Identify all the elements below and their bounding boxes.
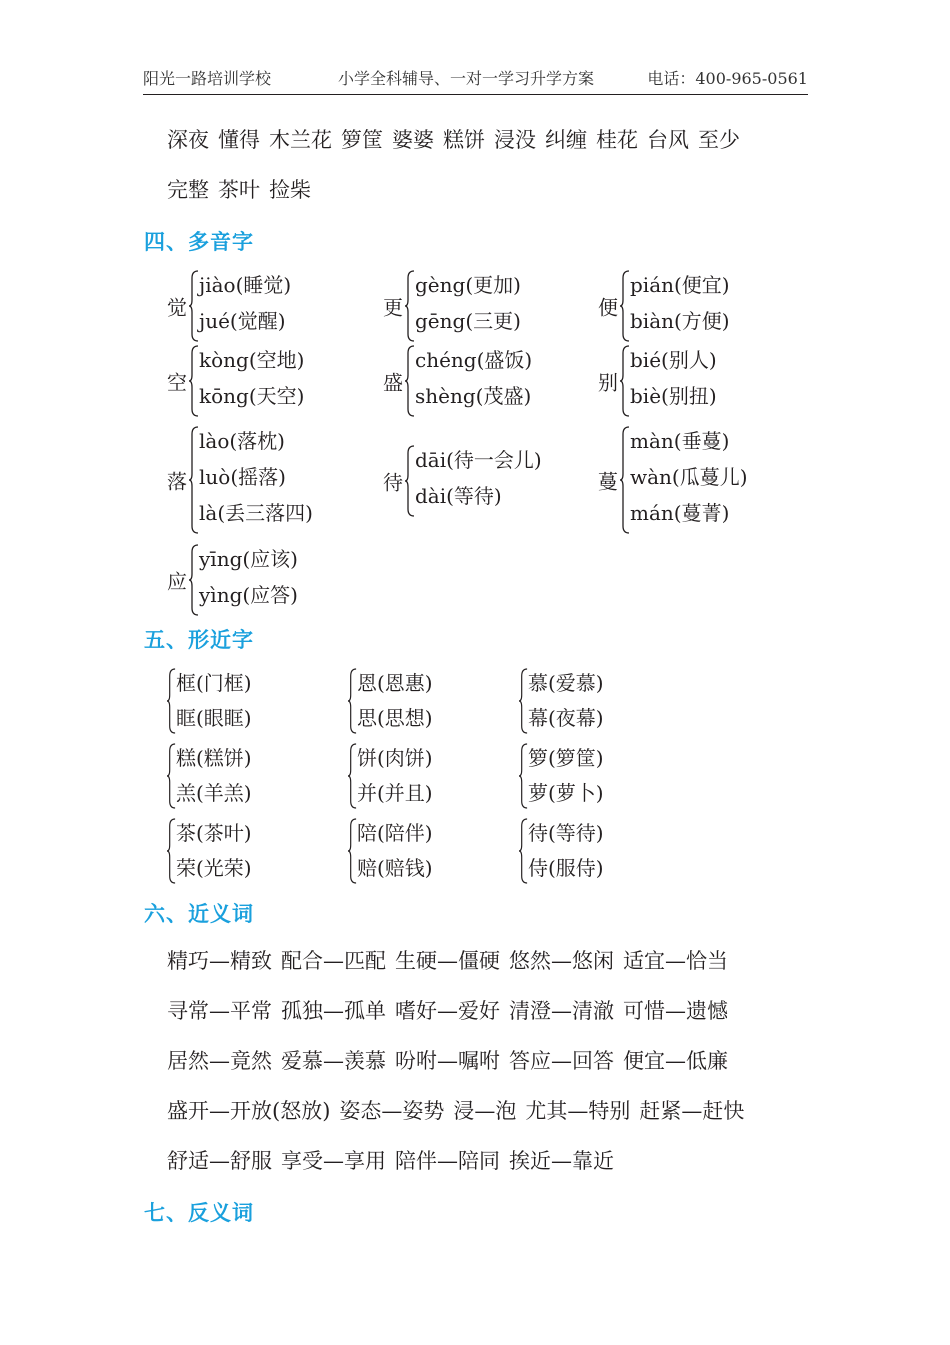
synonym-pair: 精巧—精致 xyxy=(167,949,272,973)
polyphone-reading: luò(摇落) xyxy=(199,465,286,489)
similar-char: 荣(光荣) xyxy=(176,856,252,880)
word: 至少 xyxy=(698,128,740,152)
polyphone-char: 便 xyxy=(598,295,618,320)
synonym-pair: 挨近—靠近 xyxy=(509,1149,614,1173)
similar-char: 侍(服侍) xyxy=(528,856,604,880)
brace-icon xyxy=(519,743,528,809)
similar-char: 羔(羊羔) xyxy=(176,781,252,805)
polyphone-char: 应 xyxy=(167,569,187,594)
synonym-pair: 清澄—清澈 xyxy=(509,999,614,1023)
word: 台风 xyxy=(647,128,689,152)
brace-icon xyxy=(167,743,176,809)
word: 完整 xyxy=(167,178,209,202)
brace-icon xyxy=(620,270,630,342)
brace-icon xyxy=(189,345,199,417)
polyphone-reading: kòng(空地) xyxy=(199,348,305,372)
brace-icon xyxy=(348,743,357,809)
similar-char: 茶(茶叶) xyxy=(176,821,252,845)
section-heading-polyphones: 四、多音字 xyxy=(144,230,254,254)
word-row-2 xyxy=(167,175,320,205)
synonym-pair: 享受—享用 xyxy=(281,1149,386,1173)
word: 懂得 xyxy=(218,128,260,152)
brace-icon xyxy=(348,668,357,734)
similar-char: 陪(陪伴) xyxy=(357,821,433,845)
section-heading-synonyms: 六、近义词 xyxy=(144,902,254,926)
polyphone-char: 落 xyxy=(167,469,187,494)
brace-icon xyxy=(405,445,415,517)
polyphone-reading: mán(蔓菁) xyxy=(630,501,730,525)
section-heading-similar-chars: 五、形近字 xyxy=(144,628,254,652)
brace-icon xyxy=(189,426,199,534)
synonym-pair: 浸—泡 xyxy=(453,1099,517,1123)
polyphone-reading: gēng(三更) xyxy=(415,309,521,333)
word: 纠缠 xyxy=(545,128,587,152)
synonym-pair: 孤独—孤单 xyxy=(281,999,386,1023)
polyphone-reading: yīng(应该) xyxy=(199,547,298,571)
similar-char: 慕(爱慕) xyxy=(528,671,604,695)
brace-icon xyxy=(519,818,528,884)
brace-icon xyxy=(189,544,199,616)
synonym-row xyxy=(167,1046,737,1076)
synonym-pair: 嗜好—爱好 xyxy=(395,999,500,1023)
polyphone-reading: dài(等待) xyxy=(415,484,502,508)
brace-icon xyxy=(167,818,176,884)
polyphone-reading: kōng(天空) xyxy=(199,384,305,408)
similar-char: 待(等待) xyxy=(528,821,604,845)
word: 浸没 xyxy=(494,128,536,152)
word-row-1 xyxy=(167,125,749,155)
synonym-pair: 适宜—恰当 xyxy=(623,949,728,973)
similar-char: 赔(赔钱) xyxy=(357,856,433,880)
synonym-pair: 姿态—姿势 xyxy=(339,1099,445,1123)
section-heading-antonyms: 七、反义词 xyxy=(144,1201,254,1225)
synonym-row xyxy=(167,1146,623,1176)
brace-icon xyxy=(405,270,415,342)
word: 深夜 xyxy=(167,128,209,152)
polyphone-reading: lào(落枕) xyxy=(199,429,285,453)
brace-icon xyxy=(620,426,630,534)
polyphone-char: 觉 xyxy=(167,295,187,320)
polyphone-reading: jué(觉醒) xyxy=(199,309,286,333)
polyphone-reading: shèng(茂盛) xyxy=(415,384,532,408)
word: 糕饼 xyxy=(443,128,485,152)
word: 桂花 xyxy=(596,128,638,152)
brace-icon xyxy=(167,668,176,734)
polyphone-reading: jiào(睡觉) xyxy=(199,273,292,297)
synonym-pair: 盛开—开放(怒放) xyxy=(167,1099,331,1123)
synonym-row xyxy=(167,1096,753,1126)
word: 婆婆 xyxy=(392,128,434,152)
synonym-row xyxy=(167,996,737,1026)
polyphone-char: 蔓 xyxy=(598,469,618,494)
polyphone-reading: biè(别扭) xyxy=(630,384,717,408)
polyphone-reading: gèng(更加) xyxy=(415,273,521,297)
synonym-pair: 居然—竟然 xyxy=(167,1049,272,1073)
similar-char: 糕(糕饼) xyxy=(176,746,252,770)
brace-icon xyxy=(519,668,528,734)
synonym-pair: 配合—匹配 xyxy=(281,949,386,973)
similar-char: 眶(眼眶) xyxy=(176,706,252,730)
polyphone-reading: chéng(盛饭) xyxy=(415,348,533,372)
brace-icon xyxy=(620,345,630,417)
word: 木兰花 xyxy=(269,128,332,152)
polyphone-reading: wàn(瓜蔓儿) xyxy=(630,465,748,489)
synonym-pair: 便宜—低廉 xyxy=(623,1049,728,1073)
brace-icon xyxy=(348,818,357,884)
synonym-pair: 赶紧—赶快 xyxy=(639,1099,745,1123)
polyphone-reading: dāi(待一会儿) xyxy=(415,448,542,472)
synonym-pair: 答应—回答 xyxy=(509,1049,614,1073)
header-phone: 电话：400-965-0561 xyxy=(647,69,808,88)
similar-char: 并(并且) xyxy=(357,781,433,805)
brace-icon xyxy=(189,270,199,342)
polyphone-reading: là(丢三落四) xyxy=(199,501,313,525)
word: 茶叶 xyxy=(218,178,260,202)
similar-char: 饼(肉饼) xyxy=(357,746,433,770)
synonym-pair: 尤其—特别 xyxy=(525,1099,631,1123)
similar-char: 箩(箩筐) xyxy=(528,746,604,770)
synonym-pair: 可惜—遗憾 xyxy=(623,999,728,1023)
synonym-row xyxy=(167,946,737,976)
synonym-pair: 陪伴—陪同 xyxy=(395,1149,500,1173)
polyphone-char: 空 xyxy=(167,370,187,395)
synonym-pair: 吩咐—嘱咐 xyxy=(395,1049,500,1073)
synonym-pair: 生硬—僵硬 xyxy=(395,949,500,973)
synonym-pair: 悠然—悠闲 xyxy=(509,949,614,973)
synonym-pair: 爱慕—羡慕 xyxy=(281,1049,386,1073)
polyphone-reading: yìng(应答) xyxy=(199,583,298,607)
similar-char: 恩(恩惠) xyxy=(357,671,433,695)
polyphone-reading: màn(垂蔓) xyxy=(630,429,730,453)
header-slogan: 小学全科辅导、一对一学习升学方案 xyxy=(338,69,595,88)
polyphone-reading: biàn(方便) xyxy=(630,309,730,333)
polyphone-char: 待 xyxy=(383,470,403,495)
similar-char: 萝(萝卜) xyxy=(528,781,604,805)
polyphone-char: 更 xyxy=(383,295,403,320)
synonym-pair: 舒适—舒服 xyxy=(167,1149,272,1173)
polyphone-char: 盛 xyxy=(383,370,403,395)
polyphone-reading: pián(便宜) xyxy=(630,273,730,297)
page-header xyxy=(143,66,808,95)
school-name: 阳光一路培训学校 xyxy=(143,69,272,88)
word: 箩筐 xyxy=(341,128,383,152)
synonym-pair: 寻常—平常 xyxy=(167,999,272,1023)
similar-char: 思(思想) xyxy=(357,706,433,730)
brace-icon xyxy=(405,345,415,417)
similar-char: 幕(夜幕) xyxy=(528,706,604,730)
polyphone-reading: bié(别人) xyxy=(630,348,717,372)
polyphone-char: 别 xyxy=(598,370,618,395)
similar-char: 框(门框) xyxy=(176,671,252,695)
word: 捡柴 xyxy=(269,178,311,202)
